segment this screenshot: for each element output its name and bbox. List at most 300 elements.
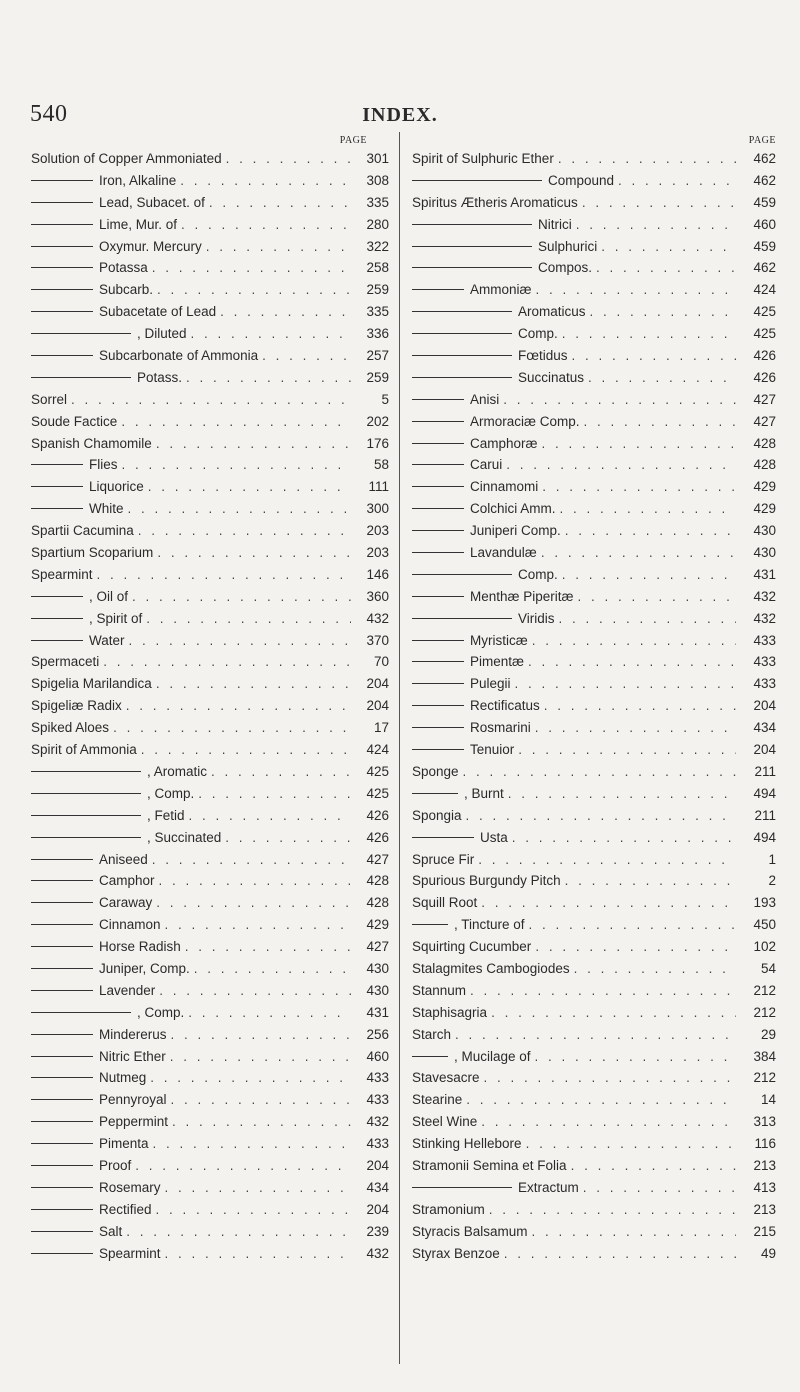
dot-leader xyxy=(185,805,351,827)
repeat-dash xyxy=(31,1231,93,1232)
dot-leader xyxy=(122,695,351,717)
page-ref: 1 xyxy=(768,851,776,867)
index-entry xyxy=(31,1199,389,1221)
dot-leader xyxy=(477,892,736,914)
dot-leader xyxy=(511,673,736,695)
index-entry xyxy=(31,783,389,805)
index-entry xyxy=(31,892,389,914)
index-entry xyxy=(31,454,389,476)
index-entry xyxy=(412,1177,776,1199)
index-term: , Spirit of xyxy=(89,610,143,626)
page-ref: 70 xyxy=(373,654,389,670)
page-ref: 433 xyxy=(366,1070,389,1086)
repeat-dash xyxy=(412,421,464,422)
dot-leader xyxy=(614,170,736,192)
index-entry xyxy=(412,476,776,498)
index-entry xyxy=(412,783,776,805)
index-term: Compos. xyxy=(538,260,593,276)
page-number: 540 xyxy=(30,101,68,127)
page-column-label: PAGE xyxy=(748,135,776,146)
repeat-dash xyxy=(31,946,93,947)
repeat-dash xyxy=(31,968,93,969)
index-entry xyxy=(412,498,776,520)
index-entry xyxy=(412,170,776,192)
index-entry xyxy=(412,1002,776,1024)
index-entry xyxy=(31,1177,389,1199)
repeat-dash xyxy=(31,202,93,203)
index-term: Nitrici xyxy=(538,216,572,232)
dot-leader xyxy=(167,1089,351,1111)
dot-leader xyxy=(584,367,736,389)
index-entry xyxy=(412,914,776,936)
index-term: , Comp. xyxy=(137,1004,185,1020)
index-term: Horse Radish xyxy=(99,939,181,955)
page-ref: 425 xyxy=(753,304,776,320)
index-term: Styrax Benzoe xyxy=(412,1245,500,1261)
index-entry xyxy=(31,367,389,389)
page-ref: 432 xyxy=(366,1114,389,1130)
page-ref: 54 xyxy=(760,960,776,976)
dot-leader xyxy=(508,827,736,849)
dot-leader xyxy=(168,1111,351,1133)
dot-leader xyxy=(166,1046,351,1068)
dot-leader xyxy=(153,279,351,301)
dot-leader xyxy=(205,192,351,214)
index-entry xyxy=(31,936,389,958)
index-term: Stramonium xyxy=(412,1201,485,1217)
index-entry xyxy=(31,914,389,936)
index-term: Mindererus xyxy=(99,1026,167,1042)
repeat-dash xyxy=(412,399,464,400)
index-entry xyxy=(412,279,776,301)
repeat-dash xyxy=(31,1143,93,1144)
dot-leader xyxy=(202,236,351,258)
repeat-dash xyxy=(412,793,458,794)
dot-leader xyxy=(67,389,351,411)
index-term: Liquorice xyxy=(89,479,144,495)
index-entry xyxy=(31,542,389,564)
page-ref: 462 xyxy=(753,172,776,188)
index-term: Spartii Cacumina xyxy=(31,523,134,539)
dot-leader xyxy=(568,345,736,367)
page-ref: 193 xyxy=(753,895,776,911)
page-ref: 301 xyxy=(366,151,389,166)
index-entry xyxy=(412,1067,776,1089)
repeat-dash xyxy=(412,377,512,378)
index-entry xyxy=(412,870,776,892)
index-entry xyxy=(412,586,776,608)
repeat-dash xyxy=(412,464,464,465)
dot-leader xyxy=(187,323,351,345)
dot-leader xyxy=(149,1133,351,1155)
page-ref: 427 xyxy=(366,851,389,867)
index-entry xyxy=(31,805,389,827)
index-term: White xyxy=(89,501,124,517)
repeat-dash xyxy=(31,1034,93,1035)
index-entry xyxy=(31,148,389,170)
page-ref: 431 xyxy=(753,566,776,582)
repeat-dash xyxy=(31,1209,93,1210)
dot-leader xyxy=(118,454,351,476)
page-ref: 102 xyxy=(753,939,776,955)
dot-leader xyxy=(556,498,736,520)
page-ref: 212 xyxy=(753,1070,776,1086)
index-term: Stavesacre xyxy=(412,1070,480,1086)
page-ref: 203 xyxy=(366,545,389,561)
page-ref: 427 xyxy=(753,413,776,429)
repeat-dash xyxy=(412,749,464,750)
dot-leader xyxy=(152,433,351,455)
page-ref: 335 xyxy=(366,304,389,320)
page-ref: 204 xyxy=(753,698,776,714)
index-term: Sorrel xyxy=(31,391,68,407)
dot-leader xyxy=(499,389,736,411)
dot-leader xyxy=(537,542,736,564)
index-entry xyxy=(31,323,389,345)
index-entry xyxy=(31,433,389,455)
repeat-dash xyxy=(412,618,512,619)
dot-leader xyxy=(221,827,351,849)
page-ref: 370 xyxy=(366,632,389,648)
repeat-dash xyxy=(412,443,464,444)
index-entry xyxy=(31,673,389,695)
page-ref: 424 xyxy=(753,282,776,298)
dot-leader xyxy=(532,279,736,301)
index-entry xyxy=(31,1111,389,1133)
page-ref: 433 xyxy=(366,1136,389,1152)
page-ref: 430 xyxy=(366,960,389,976)
index-entry xyxy=(31,980,389,1002)
index-entry xyxy=(31,236,389,258)
dot-leader xyxy=(554,148,736,170)
dot-leader xyxy=(152,1199,351,1221)
index-term: Spongia xyxy=(412,807,462,823)
page-ref: 450 xyxy=(753,917,776,933)
page-ref: 146 xyxy=(366,566,389,582)
dot-leader xyxy=(155,980,351,1002)
dot-leader xyxy=(504,783,736,805)
index-entry xyxy=(412,345,776,367)
dot-leader xyxy=(137,739,351,761)
index-term: Starch xyxy=(412,1026,452,1042)
dot-leader xyxy=(182,367,351,389)
repeat-dash xyxy=(31,486,83,487)
page-ref: 462 xyxy=(753,151,776,166)
dot-leader xyxy=(480,1067,736,1089)
index-term: Steel Wine xyxy=(412,1114,478,1130)
repeat-dash xyxy=(412,640,464,641)
page-ref: 257 xyxy=(366,348,389,364)
dot-leader xyxy=(561,520,736,542)
index-term: Squill Root xyxy=(412,895,478,911)
dot-leader xyxy=(574,586,736,608)
dot-leader xyxy=(462,805,736,827)
dot-leader xyxy=(161,1243,351,1265)
index-term: Spearmint xyxy=(31,566,93,582)
index-entry xyxy=(31,739,389,761)
dot-leader xyxy=(561,870,736,892)
repeat-dash xyxy=(31,311,93,312)
dot-leader xyxy=(485,1199,736,1221)
index-entry xyxy=(412,761,776,783)
index-term: Usta xyxy=(480,829,508,845)
repeat-dash xyxy=(31,464,83,465)
index-term: Subcarb. xyxy=(99,282,154,298)
index-term: Flies xyxy=(89,457,118,473)
page-ref: 431 xyxy=(366,1004,389,1020)
page-ref: 433 xyxy=(753,676,776,692)
page-ref: 427 xyxy=(366,939,389,955)
index-term: Comp. xyxy=(518,326,558,342)
repeat-dash xyxy=(412,705,464,706)
repeat-dash xyxy=(31,640,83,641)
page-ref: 29 xyxy=(760,1026,776,1042)
dot-leader xyxy=(459,761,736,783)
page-ref: 434 xyxy=(366,1179,389,1195)
dot-leader xyxy=(258,345,351,367)
page-ref: 432 xyxy=(366,1245,389,1261)
dot-leader xyxy=(99,651,351,673)
page-ref: 258 xyxy=(366,260,389,276)
page-ref: 204 xyxy=(366,1157,389,1173)
repeat-dash xyxy=(31,355,93,356)
page-ref: 460 xyxy=(366,1048,389,1064)
repeat-dash xyxy=(31,793,141,794)
index-term: Juniperi Comp. xyxy=(470,523,561,539)
index-entry xyxy=(31,170,389,192)
index-term: Colchici Amm. xyxy=(470,501,556,517)
dot-leader xyxy=(567,1155,736,1177)
repeat-dash xyxy=(412,574,512,575)
index-entry xyxy=(412,214,776,236)
dot-leader xyxy=(524,651,736,673)
index-entry xyxy=(412,958,776,980)
dot-leader xyxy=(558,323,736,345)
index-term: Tenuior xyxy=(470,742,515,758)
dot-leader xyxy=(540,695,736,717)
dot-leader xyxy=(207,761,351,783)
dot-leader xyxy=(152,892,351,914)
index-term: Armoraciæ Comp. xyxy=(470,413,580,429)
page-ref: 429 xyxy=(753,479,776,495)
page-ref: 204 xyxy=(753,742,776,758)
index-term: Carui xyxy=(470,457,503,473)
page-ref: 335 xyxy=(366,194,389,210)
repeat-dash xyxy=(31,990,93,991)
dot-leader xyxy=(580,411,736,433)
index-term: Cinnamomi xyxy=(470,479,539,495)
dot-leader xyxy=(181,936,351,958)
page-ref: 426 xyxy=(753,348,776,364)
dot-leader xyxy=(462,1089,736,1111)
index-entry xyxy=(412,936,776,958)
index-entry xyxy=(31,1024,389,1046)
index-entry xyxy=(31,651,389,673)
index-term: Rectificatus xyxy=(470,698,540,714)
index-term: Spruce Fir xyxy=(412,851,475,867)
index-term: Lavender xyxy=(99,982,156,998)
page-ref: 58 xyxy=(373,457,389,473)
index-entry xyxy=(412,454,776,476)
index-term: Anisi xyxy=(470,391,500,407)
index-term: Aniseed xyxy=(99,851,148,867)
dot-leader xyxy=(528,1221,736,1243)
index-term: Cinnamon xyxy=(99,917,161,933)
index-entry xyxy=(31,1221,389,1243)
running-head: INDEX. xyxy=(362,104,438,126)
repeat-dash xyxy=(31,618,83,619)
page-ref: 280 xyxy=(366,216,389,232)
repeat-dash xyxy=(412,837,474,838)
repeat-dash xyxy=(412,727,464,728)
dot-leader xyxy=(146,1067,351,1089)
page-ref: 425 xyxy=(753,326,776,342)
column-divider xyxy=(399,132,400,1364)
repeat-dash xyxy=(31,837,141,838)
dot-leader xyxy=(502,454,736,476)
page-ref: 428 xyxy=(753,457,776,473)
page-ref: 413 xyxy=(753,1179,776,1195)
index-term: , Oil of xyxy=(89,588,129,604)
index-term: , Burnt xyxy=(464,785,504,801)
index-term: Spearmint xyxy=(99,1245,161,1261)
dot-leader xyxy=(176,170,351,192)
page-ref: 202 xyxy=(366,413,389,429)
index-term: Spirit of Ammonia xyxy=(31,742,137,758)
index-term: Subcarbonate of Ammonia xyxy=(99,348,259,364)
index-term: Compound xyxy=(548,172,615,188)
index-term: Rosemary xyxy=(99,1179,161,1195)
repeat-dash xyxy=(412,683,464,684)
dot-leader xyxy=(167,1024,351,1046)
index-entry xyxy=(412,739,776,761)
repeat-dash xyxy=(31,1187,93,1188)
index-term: Spigeliæ Radix xyxy=(31,698,122,714)
index-entry xyxy=(31,345,389,367)
index-entry xyxy=(31,827,389,849)
page-ref: 426 xyxy=(753,369,776,385)
index-entry xyxy=(31,1067,389,1089)
page-ref: 428 xyxy=(753,435,776,451)
index-entry xyxy=(31,411,389,433)
index-term: Pimentæ xyxy=(470,654,525,670)
index-term: Menthæ Piperitæ xyxy=(470,588,574,604)
index-entry xyxy=(31,1089,389,1111)
index-entry xyxy=(412,411,776,433)
repeat-dash xyxy=(31,1253,93,1254)
page-ref: 17 xyxy=(373,720,389,736)
page-ref: 425 xyxy=(366,763,389,779)
index-term: Comp. xyxy=(518,566,558,582)
page-ref: 384 xyxy=(753,1048,776,1064)
dot-leader xyxy=(586,301,736,323)
page-ref: 424 xyxy=(366,742,389,758)
index-term: Peppermint xyxy=(99,1114,169,1130)
repeat-dash xyxy=(31,1099,93,1100)
index-term: Iron, Alkaline xyxy=(99,172,177,188)
repeat-dash xyxy=(31,180,93,181)
page-ref: 204 xyxy=(366,676,389,692)
page-ref: 215 xyxy=(753,1223,776,1239)
page-ref: 462 xyxy=(753,260,776,276)
index-entry xyxy=(31,695,389,717)
index-entry xyxy=(412,717,776,739)
page-ref: 259 xyxy=(366,369,389,385)
index-entry xyxy=(412,433,776,455)
index-term: , Aromatic xyxy=(147,763,208,779)
repeat-dash xyxy=(31,859,93,860)
page-ref: 5 xyxy=(381,391,389,407)
page-ref: 430 xyxy=(753,523,776,539)
page-ref: 211 xyxy=(754,807,776,823)
index-entry xyxy=(412,630,776,652)
dot-leader xyxy=(578,192,736,214)
dot-leader xyxy=(466,980,736,1002)
dot-leader xyxy=(122,1221,351,1243)
dot-leader xyxy=(572,214,736,236)
index-entry xyxy=(412,542,776,564)
repeat-dash xyxy=(412,552,464,553)
index-entry xyxy=(412,608,776,630)
page-ref: 433 xyxy=(753,654,776,670)
repeat-dash xyxy=(31,924,93,925)
dot-leader xyxy=(161,914,351,936)
page-ref: 433 xyxy=(366,1092,389,1108)
index-term: Spartium Scoparium xyxy=(31,545,154,561)
index-entry xyxy=(31,958,389,980)
page-column-label: PAGE xyxy=(339,135,367,146)
index-entry xyxy=(412,849,776,871)
index-term: , Diluted xyxy=(137,326,187,342)
index-term: Stinking Hellebore xyxy=(412,1136,522,1152)
page-ref: 203 xyxy=(366,523,389,539)
page-ref: 429 xyxy=(366,917,389,933)
repeat-dash xyxy=(31,771,141,772)
dot-leader xyxy=(131,1155,351,1177)
page-ref: 300 xyxy=(366,501,389,517)
index-term: Lavandulæ xyxy=(470,545,537,561)
index-entry xyxy=(412,301,776,323)
index-entry xyxy=(31,389,389,411)
page-ref: 116 xyxy=(754,1136,776,1152)
index-entry xyxy=(31,498,389,520)
repeat-dash xyxy=(412,355,512,356)
dot-leader xyxy=(222,148,351,170)
page-ref: 14 xyxy=(760,1092,776,1108)
dot-leader xyxy=(570,958,736,980)
repeat-dash xyxy=(31,508,83,509)
index-entry xyxy=(31,279,389,301)
dot-leader xyxy=(514,739,736,761)
page-ref: 212 xyxy=(753,982,776,998)
index-term: Camphor xyxy=(99,873,155,889)
page-ref: 432 xyxy=(366,610,389,626)
index-entry xyxy=(412,389,776,411)
index-entry-list xyxy=(31,148,389,1264)
dot-leader xyxy=(522,1133,736,1155)
index-term: Stearine xyxy=(412,1092,463,1108)
index-term: Potass. xyxy=(137,369,183,385)
index-term: Ammoniæ xyxy=(470,282,532,298)
index-entry xyxy=(31,1002,389,1024)
repeat-dash xyxy=(31,1056,93,1057)
index-entry xyxy=(412,980,776,1002)
page-ref: 176 xyxy=(366,435,389,451)
index-term: Spirit of Sulphuric Ether xyxy=(412,151,554,166)
index-term: Potassa xyxy=(99,260,148,276)
index-term: Sulphurici xyxy=(538,238,598,254)
repeat-dash xyxy=(412,661,464,662)
